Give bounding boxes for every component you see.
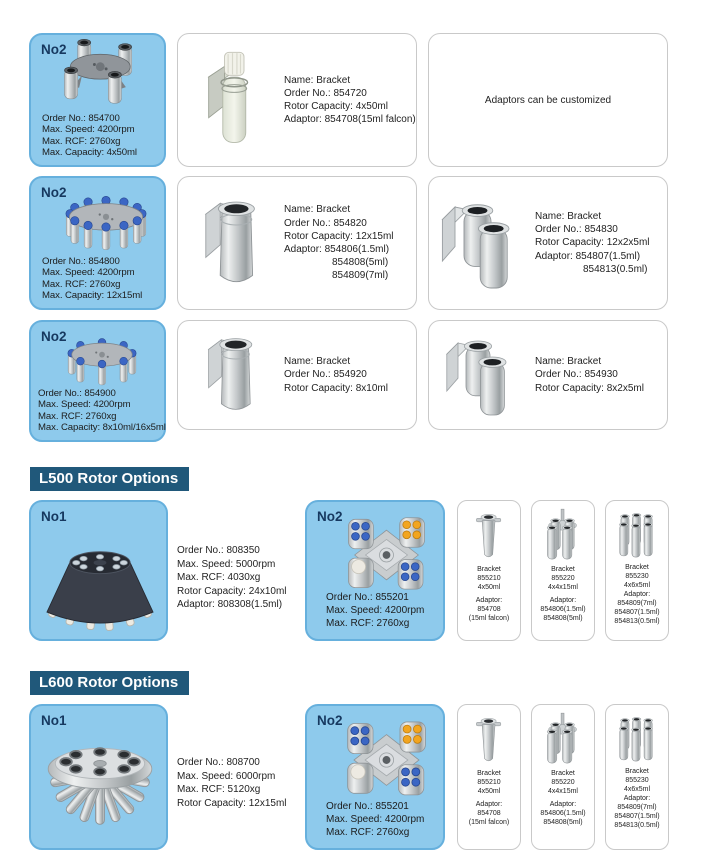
sb-line: 854809(7ml) [617,600,657,608]
sb-four-image [544,712,581,770]
sb-title [624,564,650,590]
spec-line: Max. Speed: 5000rpm [177,558,276,570]
bracket-double-image [437,189,527,297]
sb-title [624,768,650,794]
bracket-line: Order No.: 854930 [535,369,618,381]
rotor-badge: No2 [317,713,343,728]
bracket-image-wrap [178,189,284,297]
spec-line: Max. Speed: 4200rpm [326,814,425,825]
sb-line: (15ml falcon) [468,818,510,826]
sb-line: 854806(1.5ml) [540,606,586,614]
sb-single-image [474,509,503,565]
sb-single-image [474,713,503,769]
rotor-specs [42,113,137,158]
spec-line: Order No.: 855201 [326,592,409,603]
spec-line: Order No.: 854700 [42,113,120,125]
l500-no1-specs [177,500,295,612]
sb-adaptor [469,597,509,623]
sb-line: 854808(5ml) [543,818,583,826]
small-bracket-855220 [531,500,595,641]
sb-line: Bracket [625,564,649,571]
sb-line: Adaptor: [475,597,503,605]
rotor-badge: No1 [41,713,67,728]
bracket-line: Order No.: 854920 [284,369,367,381]
bracket-image-wrap [474,508,503,566]
small-bracket-855230 [605,704,669,850]
spec-line: Max. RCF: 2760xg [326,827,410,838]
spec-line: Max. Capacity: 12x15ml [42,289,143,301]
sb-line: (15ml falcon) [468,614,510,622]
spec-line: Max. Speed: 4200rpm [42,124,135,136]
bracket-text [284,355,388,395]
sb-adaptor [469,801,509,827]
sb-title [477,566,501,592]
sb-line: 4x6x5ml [623,785,651,793]
bracket-line: Name: Bracket [284,356,351,368]
l500-no2-specs [326,591,424,630]
bracket-line: Name: Bracket [535,356,602,368]
l500-row [29,500,701,641]
sb-line: Bracket [625,768,649,775]
sb-line: 855230 [625,572,649,580]
spec-line: Max. Speed: 4200rpm [42,267,135,279]
bracket-image-wrap [178,47,284,153]
bracket-line: Rotor Capacity: 4x50ml [284,101,388,112]
sb-six-image [618,710,655,768]
small-bracket-855220 [531,704,595,850]
section-header-l500: L500 Rotor Options [30,467,189,491]
rotor-specs [42,256,142,301]
rotor-badge: No2 [41,42,67,57]
sb-line: Bracket [551,770,575,777]
spec-line: Max. RCF: 2760xg [42,278,121,290]
sb-title [548,770,578,796]
bracket-line: Order No.: 854820 [284,217,367,229]
sb-adaptor [540,801,585,827]
bracket-image-wrap [544,712,581,770]
bracket-image-wrap [474,712,503,770]
sb-line: 854809(7ml) [617,804,657,812]
spec-line: Rotor Capacity: 12x15ml [177,797,287,809]
sb-line: 854708 [477,810,501,818]
spec-line: Max. RCF: 2760xg [326,618,410,629]
section-header-l600: L600 Rotor Options [30,671,189,695]
spec-line: Max. Capacity: 8x10ml/16x5ml [38,421,166,433]
rotor-specs [38,388,166,433]
bracket-image-wrap [429,327,535,423]
spec-line: Max. RCF: 5120xg [177,784,261,795]
sb-line: Adaptor: [623,795,651,803]
sb-line: 854807(1.5ml) [614,608,660,616]
sb-line: 855230 [625,776,649,784]
bracket-double-image [442,327,522,423]
sb-line: 855210 [477,778,501,786]
sb-title [477,770,501,796]
l600-no1-card [29,704,168,850]
rotor-badge: No2 [317,509,343,524]
sb-line: 854813(0.5ml) [614,617,660,625]
spec-line: Order No.: 855201 [326,801,409,812]
sb-line: 854807(1.5ml) [614,812,660,820]
bracket-image-wrap [544,508,581,566]
bracket-image-wrap [618,506,655,564]
sb-line: Adaptor: [549,597,577,605]
l600-row [29,704,701,850]
spec-line: Max. Capacity: 4x50ml [42,146,137,158]
no2-rotor-image [333,714,440,806]
bracket-line: Name: Bracket [284,204,351,216]
bracket-line: Order No.: 854830 [535,224,618,236]
bracket-box-854920 [177,320,417,430]
sb-adaptor [614,591,659,626]
l500-no1-card [29,500,168,641]
sb-line: 855210 [477,574,501,582]
bracket-text [535,210,650,276]
sb-line: 854808(5ml) [543,614,583,622]
rotor-badge: No2 [41,185,67,200]
rotor-12tube-image [44,181,168,259]
rotor-8tube-image [43,323,161,395]
bracket-capped-image [191,47,271,153]
sb-line: 4x4x15ml [548,583,578,591]
sb-line: Adaptor: [475,801,503,809]
sb-line: Bracket [477,566,501,573]
sb-line: 4x50ml [477,583,501,591]
small-bracket-855210 [457,704,521,850]
sb-title [548,566,578,592]
note-text: Adaptors can be customized [484,94,612,106]
spec-line: Rotor Capacity: 24x10ml [177,585,287,597]
rotor-badge: No1 [41,509,67,524]
small-bracket-855210 [457,500,521,641]
bracket-text [284,203,394,282]
sb-line: 854708 [477,606,501,614]
bracket-text [535,355,644,395]
bracket-box-854720 [177,33,417,167]
spec-line: Max. RCF: 2760xg [38,410,117,422]
spec-line: Max. RCF: 4030xg [177,572,261,583]
sb-line: 855220 [551,778,575,786]
spec-line: Order No.: 854900 [38,388,116,400]
bracket-box-854830 [428,176,668,310]
spec-line: Max. RCF: 2760xg [42,135,121,147]
bracket-line: Adaptor: 854807(1.5ml) [535,250,641,262]
product-row-2 [29,176,701,310]
bracket-line: Name: Bracket [284,74,351,86]
product-row-1 [29,33,701,167]
bracket-line: 854813(0.5ml) [583,263,648,275]
sb-line: Bracket [551,566,575,573]
bracket-image-wrap [618,710,655,768]
spec-line: Order No.: 808350 [177,545,260,556]
product-row-3 [29,320,701,442]
l600-no1-specs [177,704,295,810]
l600-no2-card [305,704,445,850]
rotor-card-854900 [29,320,166,442]
sb-line: Adaptor: [623,591,651,599]
spec-line: Max. Speed: 4200rpm [38,399,131,411]
sb-adaptor [614,795,659,830]
no2-rotor-image [333,510,440,600]
bracket-line: Adaptor: 854806(1.5ml) [284,244,390,255]
note-box [428,33,668,167]
bracket-box-854930 [428,320,668,430]
bracket-line: 854809(7ml) [332,270,389,282]
l600-no2-specs [326,800,424,839]
sb-line: 4x6x5ml [623,581,651,589]
spec-line: Order No.: 808700 [177,757,260,768]
rotor-4tube-image [43,36,159,112]
bracket-open-image [199,327,263,423]
spec-line: Order No.: 854800 [42,256,120,268]
sb-six-image [618,506,655,564]
sb-line: Bracket [477,770,501,777]
bracket-line: Name: Bracket [535,210,602,222]
sb-line: 855220 [551,574,575,582]
l500-no2-card [305,500,445,641]
bracket-image-wrap [429,189,535,297]
l500-no1-rotor-image [36,526,164,636]
bracket-line: Adaptor: 854708(15ml falcon) [284,114,416,126]
bracket-open-image [195,189,267,297]
bracket-box-854820 [177,176,417,310]
sb-line: 4x4x15ml [548,787,578,795]
rotor-card-854700 [29,33,166,167]
rotor-badge: No2 [41,329,67,344]
sb-line: 854806(1.5ml) [540,810,586,818]
sb-line: 854813(0.5ml) [614,821,660,829]
sb-four-image [544,508,581,566]
bracket-line: Rotor Capacity: 8x10ml [284,382,388,394]
bracket-line: 854808(5ml) [332,257,389,269]
small-bracket-855230 [605,500,669,641]
spec-line: Max. Speed: 4200rpm [326,605,425,616]
bracket-line: Rotor Capacity: 12x15ml [284,230,394,242]
spec-line: Max. Speed: 6000rpm [177,770,276,782]
bracket-line: Order No.: 854720 [284,87,367,99]
spec-line: Adaptor: 808308(1.5ml) [177,599,283,610]
bracket-line: Rotor Capacity: 12x2x5ml [535,237,650,249]
sb-line: 4x50ml [477,787,501,795]
bracket-line: Rotor Capacity: 8x2x5ml [535,382,644,394]
rotor-card-854800 [29,176,166,310]
sb-line: Adaptor: [549,801,577,809]
bracket-image-wrap [178,327,284,423]
bracket-text [284,74,416,127]
sb-adaptor [540,597,585,623]
l600-no1-rotor-image [33,730,167,840]
